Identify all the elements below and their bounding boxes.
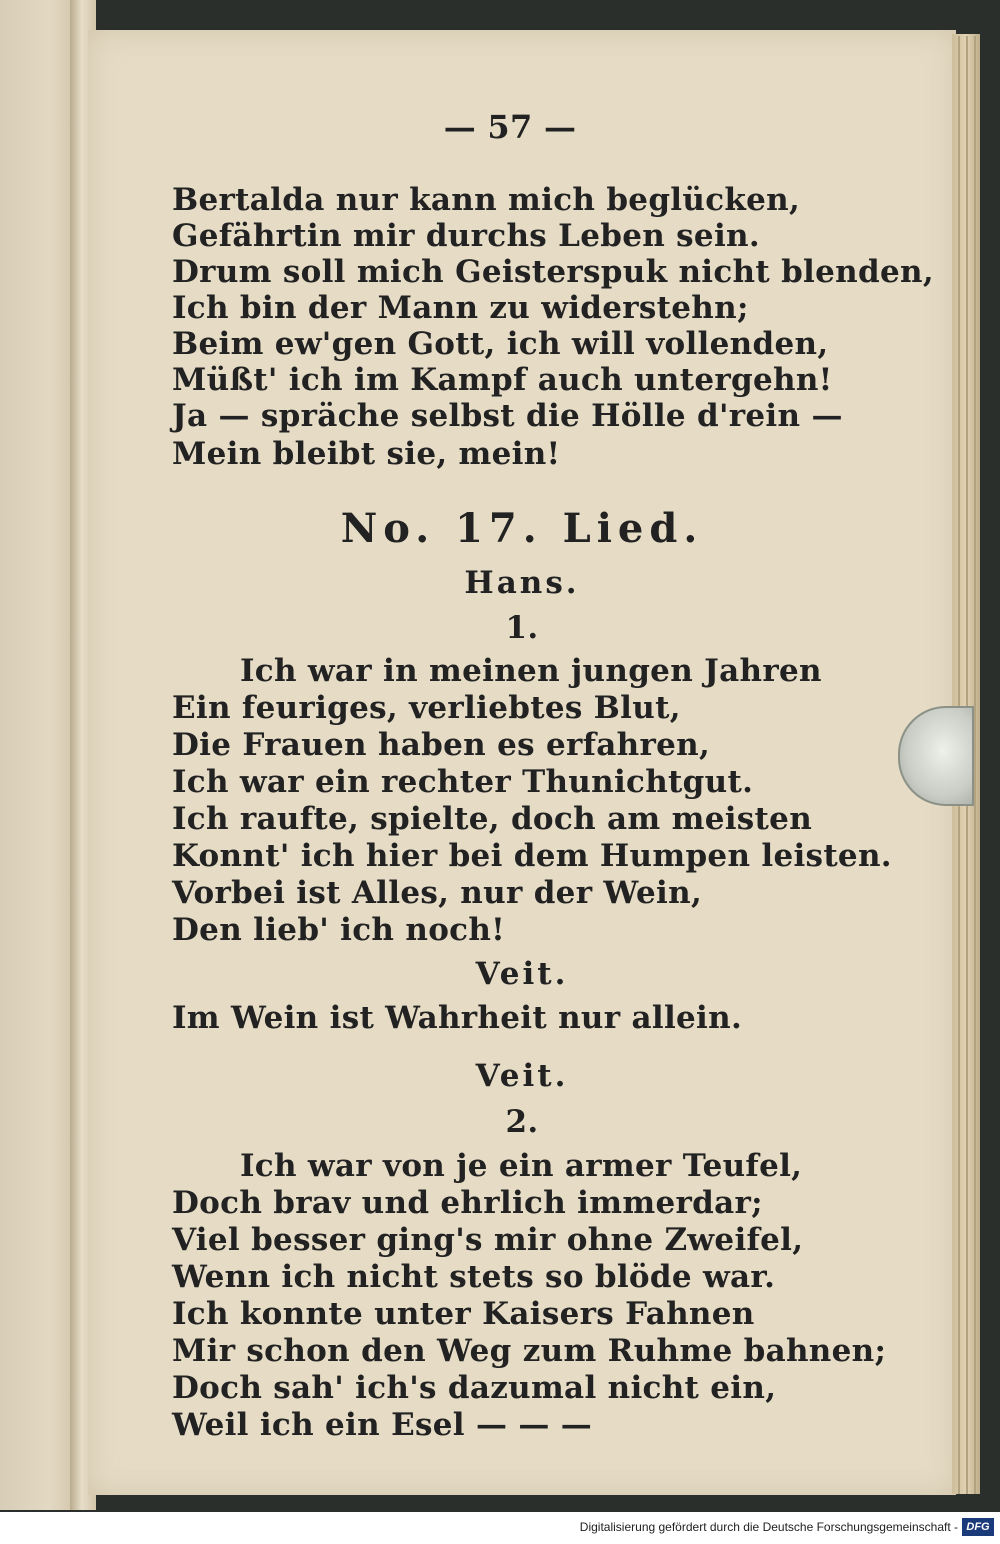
verse-line: Ich konnte unter Kaisers Fahnen: [172, 1296, 755, 1332]
verse-line: Ich war in meinen jungen Jahren: [240, 653, 822, 689]
response-line: Im Wein ist Wahrheit nur allein.: [172, 1000, 743, 1036]
verse-line: Mir schon den Weg zum Ruhme bahnen;: [172, 1333, 887, 1369]
verse-line: Ich war ein rechter Thunichtgut.: [172, 764, 754, 800]
verse-line: Doch sah' ich's dazumal nicht ein,: [172, 1370, 777, 1406]
verse-line: Gefährtin mir durchs Leben sein.: [172, 218, 760, 254]
stanza-number: 1.: [505, 610, 539, 646]
verse-line: Den lieb' ich noch!: [172, 912, 506, 948]
verse-line: Wenn ich nicht stets so blöde war.: [172, 1259, 776, 1295]
footer-bar: [0, 1512, 1000, 1544]
verse-line: Vorbei ist Alles, nur der Wein,: [172, 875, 703, 911]
dfg-logo: DFG: [962, 1518, 994, 1536]
page-number: — 57 —: [443, 108, 577, 146]
verse-line: Ich war von je ein armer Teufel,: [240, 1148, 803, 1184]
verse-line: Konnt' ich hier bei dem Humpen leisten.: [172, 838, 892, 874]
verse-line: Mein bleibt sie, mein!: [172, 436, 561, 472]
verse-line: Ich raufte, spielte, doch am meisten: [172, 801, 813, 837]
song-heading: No. 17. Lied.: [340, 505, 704, 552]
verse-line: Ein feuriges, verliebtes Blut,: [172, 690, 681, 726]
verse-line: Ich bin der Mann zu widerstehn;: [172, 290, 749, 326]
verse-line: Doch brav und ehrlich immerdar;: [172, 1185, 763, 1221]
footer-credit: Digitalisierung gefördert durch die Deutsche Forschungsgemeinschaft -: [579, 1520, 958, 1534]
speaker-name: Hans.: [464, 565, 580, 601]
verse-line: Drum soll mich Geisterspuk nicht blenden,: [172, 254, 934, 290]
verse-line: Die Frauen haben es erfahren,: [172, 727, 711, 763]
verse-line: Beim ew'gen Gott, ich will vollenden,: [172, 326, 829, 362]
verse-line: Ja — spräche selbst die Hölle d'rein —: [172, 398, 843, 434]
stanza-number: 2.: [505, 1104, 539, 1140]
verse-line: Müßt' ich im Kampf auch untergehn!: [172, 362, 833, 398]
speaker-name: Veit.: [475, 1058, 569, 1094]
verse-line: Weil ich ein Esel — — —: [172, 1407, 593, 1443]
verse-line: Viel besser ging's mir ohne Zweifel,: [172, 1222, 804, 1258]
speaker-name: Veit.: [475, 956, 569, 992]
verse-line: Bertalda nur kann mich beglücken,: [172, 182, 801, 218]
page-edge-line: [974, 36, 976, 1494]
